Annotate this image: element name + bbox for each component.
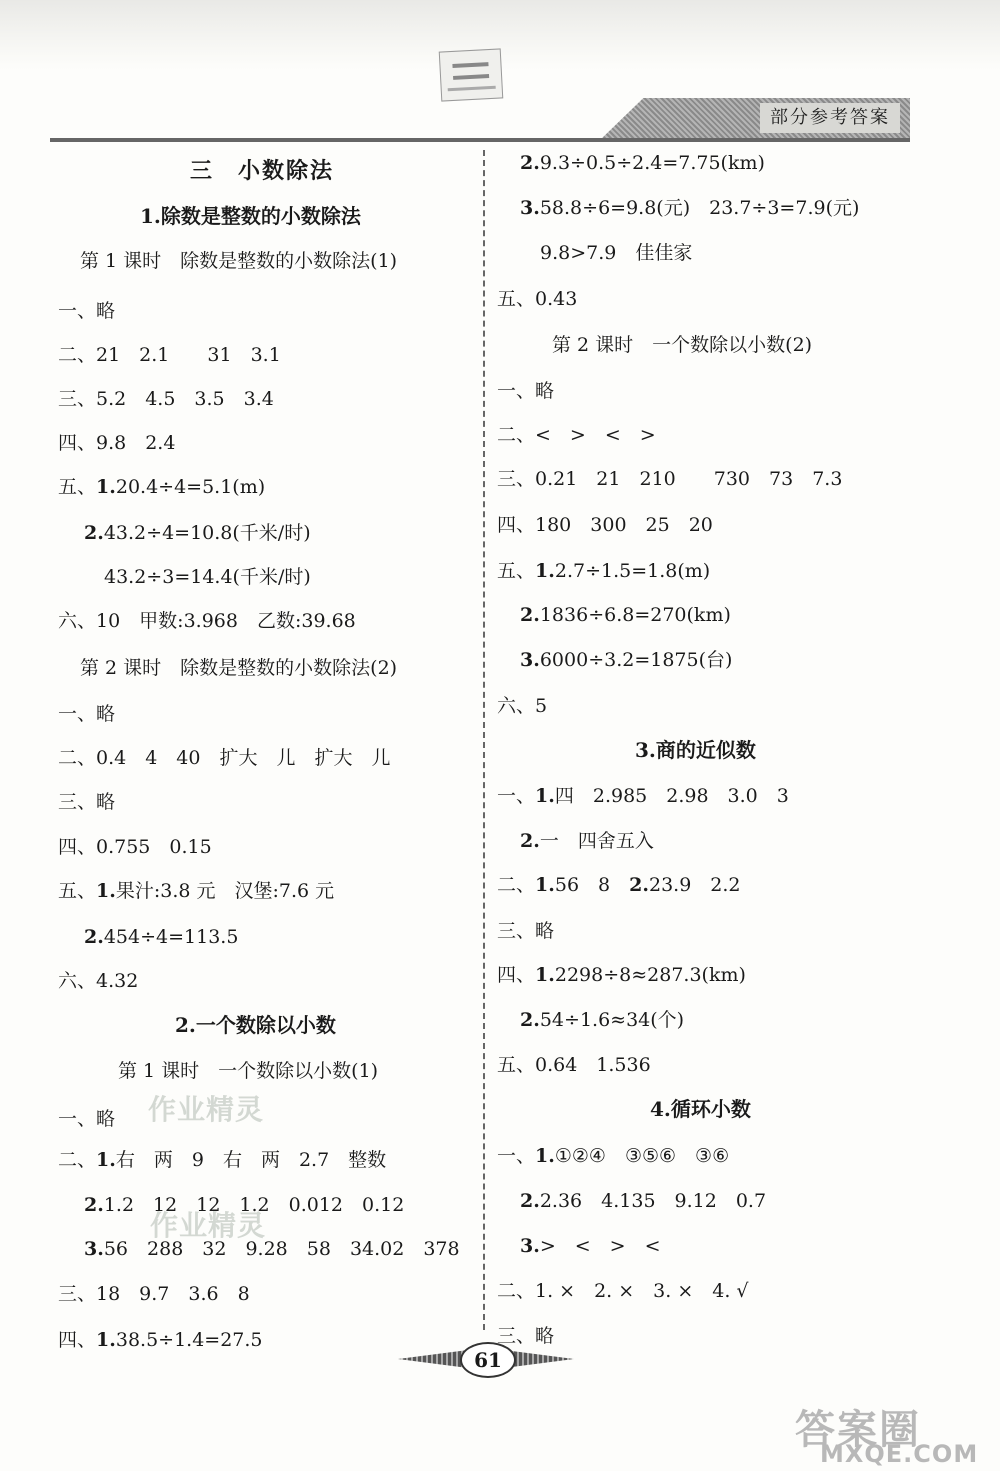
answer-line xyxy=(520,1233,661,1259)
answer-text: 1.2 12 12 1.2 0.012 0.12 xyxy=(103,1194,405,1216)
answer-line xyxy=(84,1236,460,1262)
item-number: 1. xyxy=(96,880,116,902)
column-divider xyxy=(483,150,485,1330)
answer-line: 二、1. × 2. × 3. × 4. √ xyxy=(497,1280,749,1302)
answer-prefix: 四、 xyxy=(497,964,536,986)
section-title: 2.一个数除以小数 xyxy=(175,1013,336,1037)
answer-text: 右 两 9 右 两 2.7 整数 xyxy=(115,1149,387,1171)
chapter-title: 三 小数除法 xyxy=(190,158,335,184)
section-title: 3.商的近似数 xyxy=(635,738,756,762)
answer-text: 1836÷6.8=270(km) xyxy=(539,604,731,626)
answer-line: 一、略 xyxy=(58,1108,116,1130)
answer-line xyxy=(520,150,765,176)
answer-text: 43.2÷4=10.8(千米/时) xyxy=(103,522,311,544)
section-title: 1.除数是整数的小数除法 xyxy=(140,204,361,228)
answer-text: 58.8÷6=9.8(元) 23.7÷3=7.9(元) xyxy=(539,197,860,219)
answer-line: 一、略 xyxy=(497,380,555,402)
watermark-text: 作业精灵 xyxy=(148,1093,265,1126)
page-wing-decoration xyxy=(398,1350,468,1368)
item-number: 2. xyxy=(84,1194,104,1216)
answer-line: 一、略 xyxy=(58,703,116,725)
item-number: 2. xyxy=(520,1190,540,1212)
stamp-graphic xyxy=(439,48,504,101)
answer-line: 六、4.32 xyxy=(58,970,139,992)
item-number: 2. xyxy=(520,830,540,852)
answer-line: 五、0.64 1.536 xyxy=(497,1054,651,1076)
answer-prefix: 五、 xyxy=(58,476,97,498)
answer-text: 9.3÷0.5÷2.4=7.75(km) xyxy=(539,152,765,174)
answer-text: 2.7÷1.5=1.8(m) xyxy=(554,560,711,582)
item-number: 1. xyxy=(535,785,555,807)
answer-line: 四、0.755 0.15 xyxy=(58,836,212,858)
item-number: 2. xyxy=(84,926,104,948)
answer-text: 20.4÷4=5.1(m) xyxy=(115,476,266,498)
item-number: 2. xyxy=(520,1009,540,1031)
item-number: 2. xyxy=(84,522,104,544)
answer-text: 56 8 xyxy=(554,874,611,896)
answer-line xyxy=(84,1192,404,1218)
answer-line: 一、略 xyxy=(58,300,116,322)
answer-text: 38.5÷1.4=27.5 xyxy=(115,1329,263,1351)
answer-line: 六、5 xyxy=(497,695,548,717)
answer-text: 果汁:3.8 元 汉堡:7.6 元 xyxy=(115,880,335,902)
answer-line xyxy=(497,783,789,809)
answer-line: 三、略 xyxy=(497,1325,555,1347)
lesson-title: 第 2 课时 一个数除以小数(2) xyxy=(552,334,813,356)
answer-text: 四 2.985 2.98 3.0 3 xyxy=(554,785,789,807)
answer-line xyxy=(520,1007,684,1033)
page-number: 61 xyxy=(460,1342,516,1378)
answer-line: 二、21 2.1 31 3.1 xyxy=(58,344,281,366)
answer-line: 9.8>7.9 佳佳家 xyxy=(540,242,693,264)
answer-prefix: 四、 xyxy=(58,1329,97,1351)
answer-line xyxy=(58,878,334,904)
answer-text: 6000÷3.2=1875(台) xyxy=(539,649,733,671)
item-number: 1. xyxy=(96,1149,116,1171)
item-number: 2. xyxy=(629,874,649,896)
watermark-logo-url: MXQE.COM xyxy=(820,1440,979,1468)
answer-line: 三、0.21 21 210 730 73 7.3 xyxy=(497,468,843,490)
item-number: 3. xyxy=(520,1235,540,1257)
header-title: 部分参考答案 xyxy=(760,103,900,133)
answer-prefix: 二、 xyxy=(497,874,536,896)
answer-prefix: 二、 xyxy=(58,1149,97,1171)
item-number: 1. xyxy=(96,476,116,498)
answer-line: 五、0.43 xyxy=(497,288,578,310)
item-number: 2. xyxy=(520,604,540,626)
lesson-title: 第 2 课时 除数是整数的小数除法(2) xyxy=(80,657,398,679)
item-number: 3. xyxy=(520,649,540,671)
answer-line xyxy=(84,520,311,546)
page-number-badge xyxy=(398,1342,574,1376)
watermark-logo xyxy=(795,1398,995,1470)
answer-line: 三、略 xyxy=(58,791,116,813)
answer-prefix: 一、 xyxy=(497,785,536,807)
answer-line xyxy=(84,924,238,950)
watermark-logo-cn: 答案圈 xyxy=(795,1407,921,1453)
answer-line xyxy=(58,474,265,500)
answer-line xyxy=(520,1188,766,1214)
answer-line: 43.2÷3=14.4(千米/时) xyxy=(104,566,311,588)
answer-text: 56 288 32 9.28 58 34.02 378 xyxy=(103,1238,460,1260)
item-number: 2. xyxy=(520,152,540,174)
answer-text: 54÷1.6≈34(个) xyxy=(539,1009,685,1031)
answer-line xyxy=(497,872,741,898)
item-number: 1. xyxy=(535,1145,555,1167)
answer-prefix: 一、 xyxy=(497,1145,536,1167)
item-number: 1. xyxy=(535,964,555,986)
answer-line xyxy=(58,1327,263,1353)
item-number: 3. xyxy=(84,1238,104,1260)
answer-text: 23.9 2.2 xyxy=(648,874,741,896)
answer-line xyxy=(58,1147,386,1173)
answer-text: 2298÷8≈287.3(km) xyxy=(554,964,746,986)
answer-line: 三、18 9.7 3.6 8 xyxy=(58,1283,250,1305)
answer-line: 四、9.8 2.4 xyxy=(58,432,176,454)
item-number: 1. xyxy=(535,560,555,582)
item-number: 1. xyxy=(96,1329,116,1351)
answer-line xyxy=(520,647,732,673)
answer-line: 三、5.2 4.5 3.5 3.4 xyxy=(58,388,274,410)
answer-line: 二、< > < > xyxy=(497,424,656,446)
header-rule xyxy=(50,138,910,142)
answer-line xyxy=(497,1143,729,1169)
item-number: 3. xyxy=(520,197,540,219)
answer-line: 四、180 300 25 20 xyxy=(497,514,713,536)
answer-line xyxy=(520,602,731,628)
answer-text: ①②④ ③⑤⑥ ③⑥ xyxy=(554,1145,730,1167)
answer-line xyxy=(497,558,710,584)
answer-line xyxy=(497,962,746,988)
answer-prefix: 五、 xyxy=(497,560,536,582)
answer-line xyxy=(520,828,654,854)
answer-text: 2.36 4.135 9.12 0.7 xyxy=(539,1190,767,1212)
item-number: 1. xyxy=(535,874,555,896)
answer-line xyxy=(520,195,859,221)
section-title: 4.循环小数 xyxy=(650,1097,751,1121)
answer-line: 二、0.4 4 40 扩大 儿 扩大 儿 xyxy=(58,747,391,769)
answer-text: > < > < xyxy=(539,1235,661,1257)
answer-text: 454÷4=113.5 xyxy=(103,926,239,948)
watermark-text: 作业精灵 xyxy=(150,1209,267,1242)
answer-prefix: 五、 xyxy=(58,880,97,902)
lesson-title: 第 1 课时 除数是整数的小数除法(1) xyxy=(80,250,398,272)
answer-line: 三、略 xyxy=(497,920,555,942)
answer-line: 六、10 甲数:3.968 乙数:39.68 xyxy=(58,610,356,632)
answer-text: 一 四舍五入 xyxy=(539,830,654,852)
lesson-title: 第 1 课时 一个数除以小数(1) xyxy=(118,1060,379,1082)
